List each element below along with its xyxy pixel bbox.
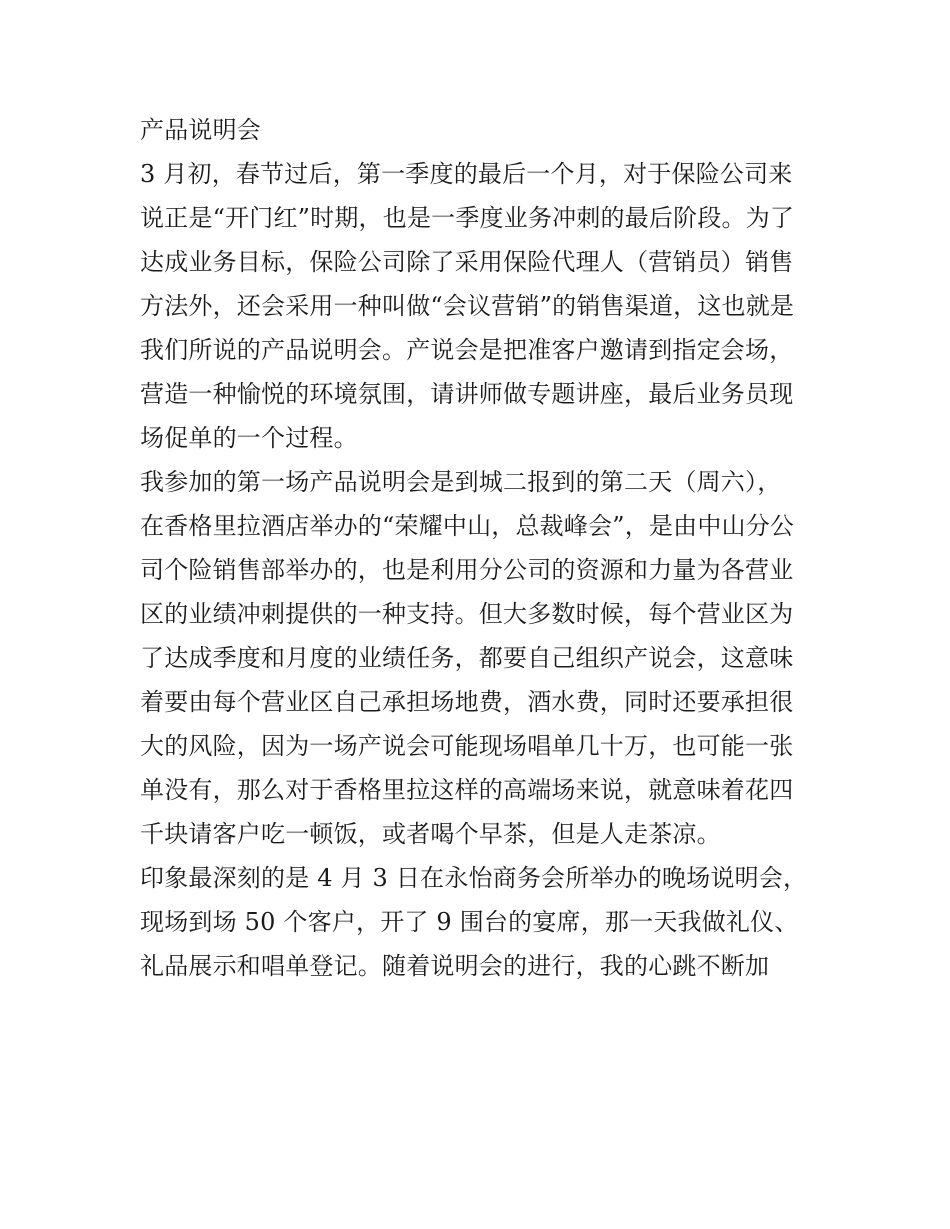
text-line: 单没有，那么对于香格里拉这样的高端场来说，就意味着花四 bbox=[140, 776, 794, 804]
document-title: 产品说明会 bbox=[140, 116, 261, 144]
text-line: 现场到场 50 个客户，开了 9 围台的宴席，那一天我做礼仪、 bbox=[140, 908, 799, 936]
text-line: 礼品展示和唱单登记。随着说明会的进行，我的心跳不断加 bbox=[140, 952, 770, 980]
text-line: 大的风险，因为一场产说会可能现场唱单几十万，也可能一张 bbox=[140, 732, 794, 760]
text-line: 区的业绩冲刺提供的一种支持。但大多数时候，每个营业区为 bbox=[140, 600, 794, 628]
text-line: 千块请客户吃一顿饭，或者喝个早茶，但是人走茶凉。 bbox=[140, 820, 721, 848]
text-line: 说正是“开门红”时期，也是一季度业务冲刺的最后阶段。为了 bbox=[140, 204, 795, 232]
text-line: 着要由每个营业区自己承担场地费，酒水费，同时还要承担很 bbox=[140, 688, 794, 716]
document-body bbox=[140, 108, 830, 988]
text-line: 营造一种愉悦的环境氛围，请讲师做专题讲座，最后业务员现 bbox=[140, 380, 794, 408]
text-line: 我参加的第一场产品说明会是到城二报到的第二天（周六）， bbox=[140, 468, 782, 496]
text-line: 在香格里拉酒店举办的“荣耀中山，总裁峰会”，是由中山分公 bbox=[140, 512, 795, 540]
text-line: 3 月初，春节过后，第一季度的最后一个月，对于保险公司来 bbox=[140, 160, 793, 188]
text-line: 了达成季度和月度的业绩任务，都要自己组织产说会，这意味 bbox=[140, 644, 794, 672]
text-line: 场促单的一个过程。 bbox=[140, 424, 358, 452]
text-line: 方法外，还会采用一种叫做“会议营销”的销售渠道，这也就是 bbox=[140, 292, 795, 320]
text-line: 印象最深刻的是 4 月 3 日在永怡商务会所举办的晚场说明会， bbox=[140, 864, 808, 892]
text-line: 司个险销售部举办的，也是利用分公司的资源和力量为各营业 bbox=[140, 556, 794, 584]
text-line: 我们所说的产品说明会。产说会是把准客户邀请到指定会场， bbox=[140, 336, 794, 364]
text-line: 达成业务目标，保险公司除了采用保险代理人（营销员）销售 bbox=[140, 248, 794, 276]
